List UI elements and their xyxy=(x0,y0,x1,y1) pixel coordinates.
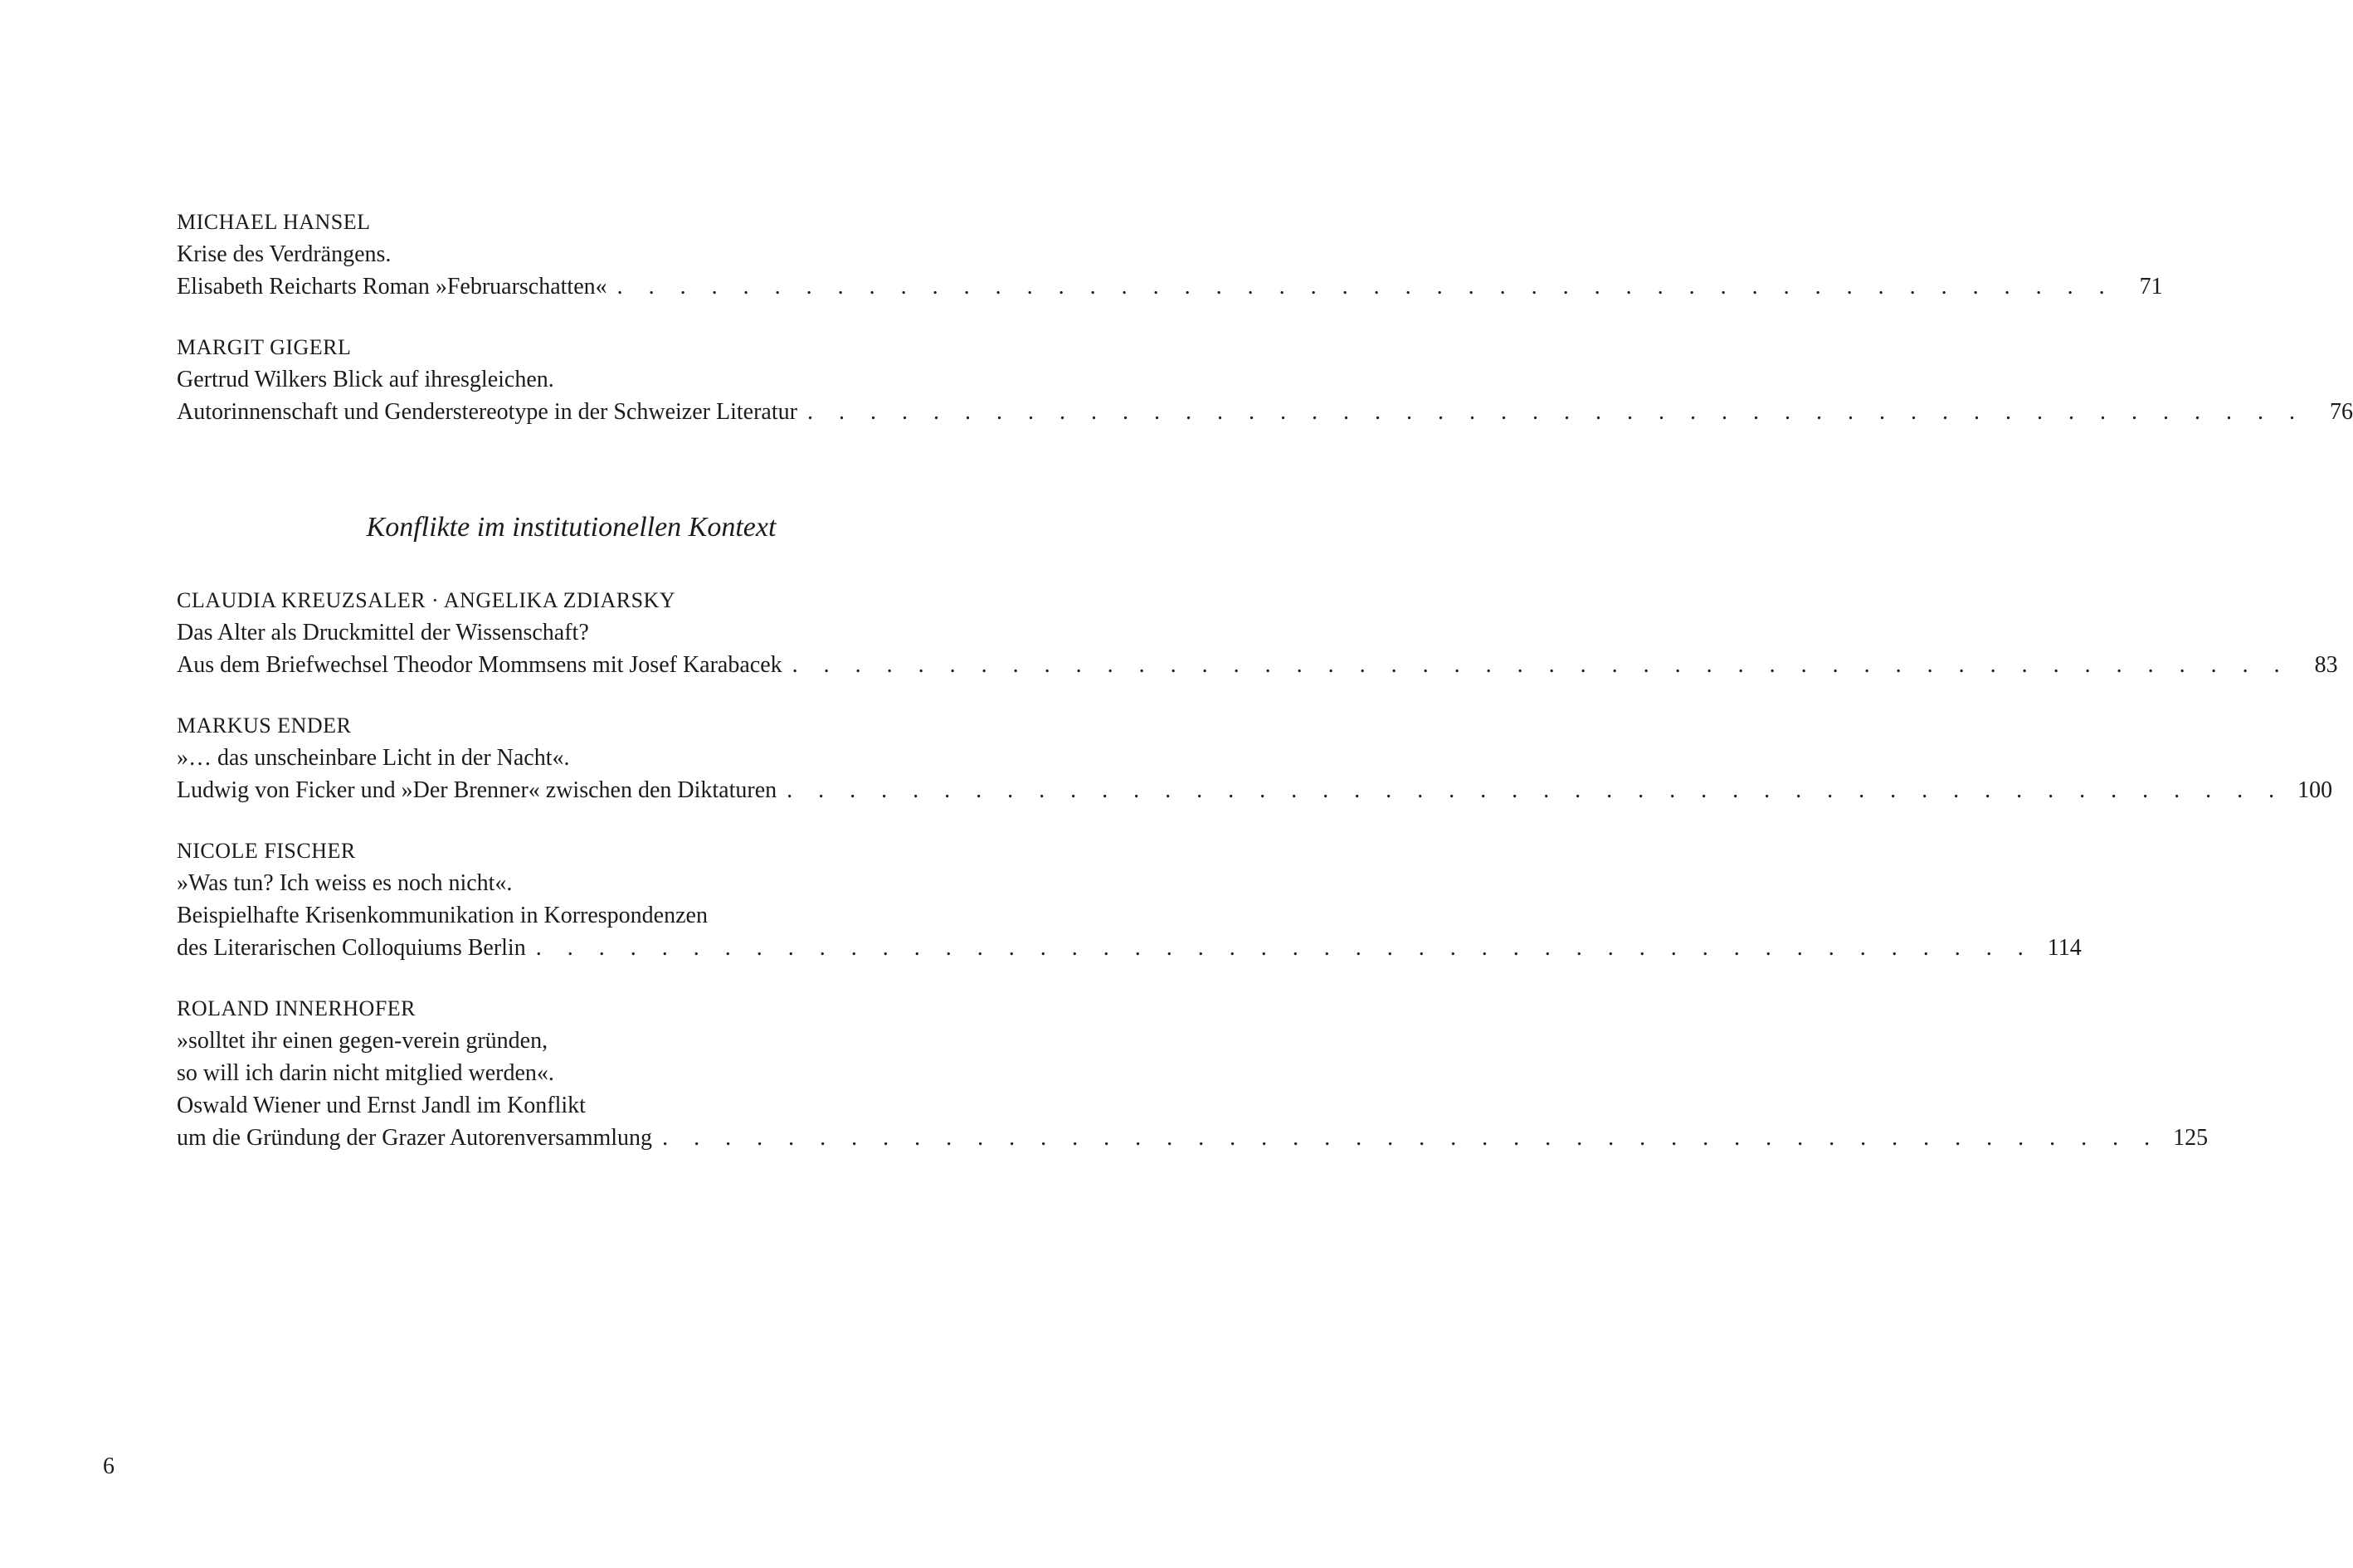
page-number[interactable]: 83 xyxy=(2314,652,2338,678)
dot-leader: . . . . . . . . . . . . . . . . . . . . . . . . . . . . . . . . . . . . . . . . . . . . . . . . xyxy=(792,652,2290,678)
entry-title-line: Oswald Wiener und Ernst Jandl im Konflikt xyxy=(177,1093,586,1118)
dot-leader: . . . . . . . . . . . . . . . . . . . . . . . . . . . . . . . . . . . . . . . . . . . . . . . . xyxy=(806,399,2305,425)
entry-final-line xyxy=(177,932,2082,964)
entry-final-line xyxy=(177,649,2338,681)
dot-leader: . . . . . . . . . . . . . . . . . . . . . . . . . . . . . . . . . . . . . . . . . . . . . . . . xyxy=(535,935,2034,961)
entry-title-line: »solltet ihr einen gegen-verein gründen, xyxy=(177,1028,548,1054)
entry-title-line: Krise des Verdrängens. xyxy=(177,241,392,267)
entry-title-line: Autorinnenschaft und Genderstereotype in der Schweizer Literatur xyxy=(177,399,797,425)
entry-author: MICHAEL HANSEL xyxy=(177,210,371,234)
entry-title-line: des Literarischen Colloquiums Berlin xyxy=(177,935,526,961)
entry-title-line: Aus dem Briefwechsel Theodor Mommsens mit Josef Karabacek xyxy=(177,652,782,678)
dot-leader: . . . . . . . . . . . . . . . . . . . . . . . . . . . . . . . . . . . . . . . . . . . . . . . . xyxy=(662,1125,2161,1151)
page-number[interactable]: 125 xyxy=(2173,1125,2209,1151)
entry-title-line: Das Alter als Druckmittel der Wissenschaft? xyxy=(177,620,589,645)
dot-leader: . . . . . . . . . . . . . . . . . . . . . . . . . . . . . . . . . . . . . . . . . . . . . . . . xyxy=(616,274,2115,299)
entry-title-line: Elisabeth Reicharts Roman »Februarschatten« xyxy=(177,274,607,299)
entry-author: MARKUS ENDER xyxy=(177,713,352,738)
page-number[interactable]: 76 xyxy=(2329,399,2353,425)
toc-entry xyxy=(177,709,2333,806)
entry-author: CLAUDIA KREUZSALER · ANGELIKA ZDIARSKY xyxy=(177,588,676,612)
toc-entry xyxy=(177,331,2353,428)
toc-entry xyxy=(177,584,2338,681)
entry-author: NICOLE FISCHER xyxy=(177,839,356,863)
entry-title-line: um die Gründung der Grazer Autorenversammlung xyxy=(177,1125,653,1151)
toc-entry xyxy=(177,206,2163,303)
entry-final-line xyxy=(177,1122,2209,1154)
entry-final-line xyxy=(177,774,2333,806)
entry-title-line: Gertrud Wilkers Blick auf ihresgleichen. xyxy=(177,367,554,392)
entry-final-line xyxy=(177,270,2163,303)
section-heading: Konflikte im institutionellen Kontext xyxy=(366,512,777,543)
table-of-contents xyxy=(177,206,2353,1182)
entry-author: MARGIT GIGERL xyxy=(177,335,352,359)
entry-final-line xyxy=(177,396,2353,428)
page-number[interactable]: 114 xyxy=(2047,935,2082,961)
toc-entry xyxy=(177,835,2082,964)
entry-title-line: »… das unscheinbare Licht in der Nacht«. xyxy=(177,745,570,771)
entry-author: ROLAND INNERHOFER xyxy=(177,996,416,1020)
entry-title-line: Ludwig von Ficker und »Der Brenner« zwischen den Diktaturen xyxy=(177,777,777,803)
page-number[interactable]: 71 xyxy=(2139,274,2163,299)
toc-entry xyxy=(177,992,2209,1154)
page-number[interactable]: 100 xyxy=(2297,777,2333,803)
entry-title-line: Beispielhafte Krisenkommunikation in Korrespondenzen xyxy=(177,903,708,928)
folio-page-number: 6 xyxy=(103,1454,114,1479)
dot-leader: . . . . . . . . . . . . . . . . . . . . . . . . . . . . . . . . . . . . . . . . . . . . . . . . xyxy=(787,777,2285,803)
entry-title-line: »Was tun? Ich weiss es noch nicht«. xyxy=(177,870,513,896)
entry-title-line: so will ich darin nicht mitglied werden«. xyxy=(177,1060,554,1086)
